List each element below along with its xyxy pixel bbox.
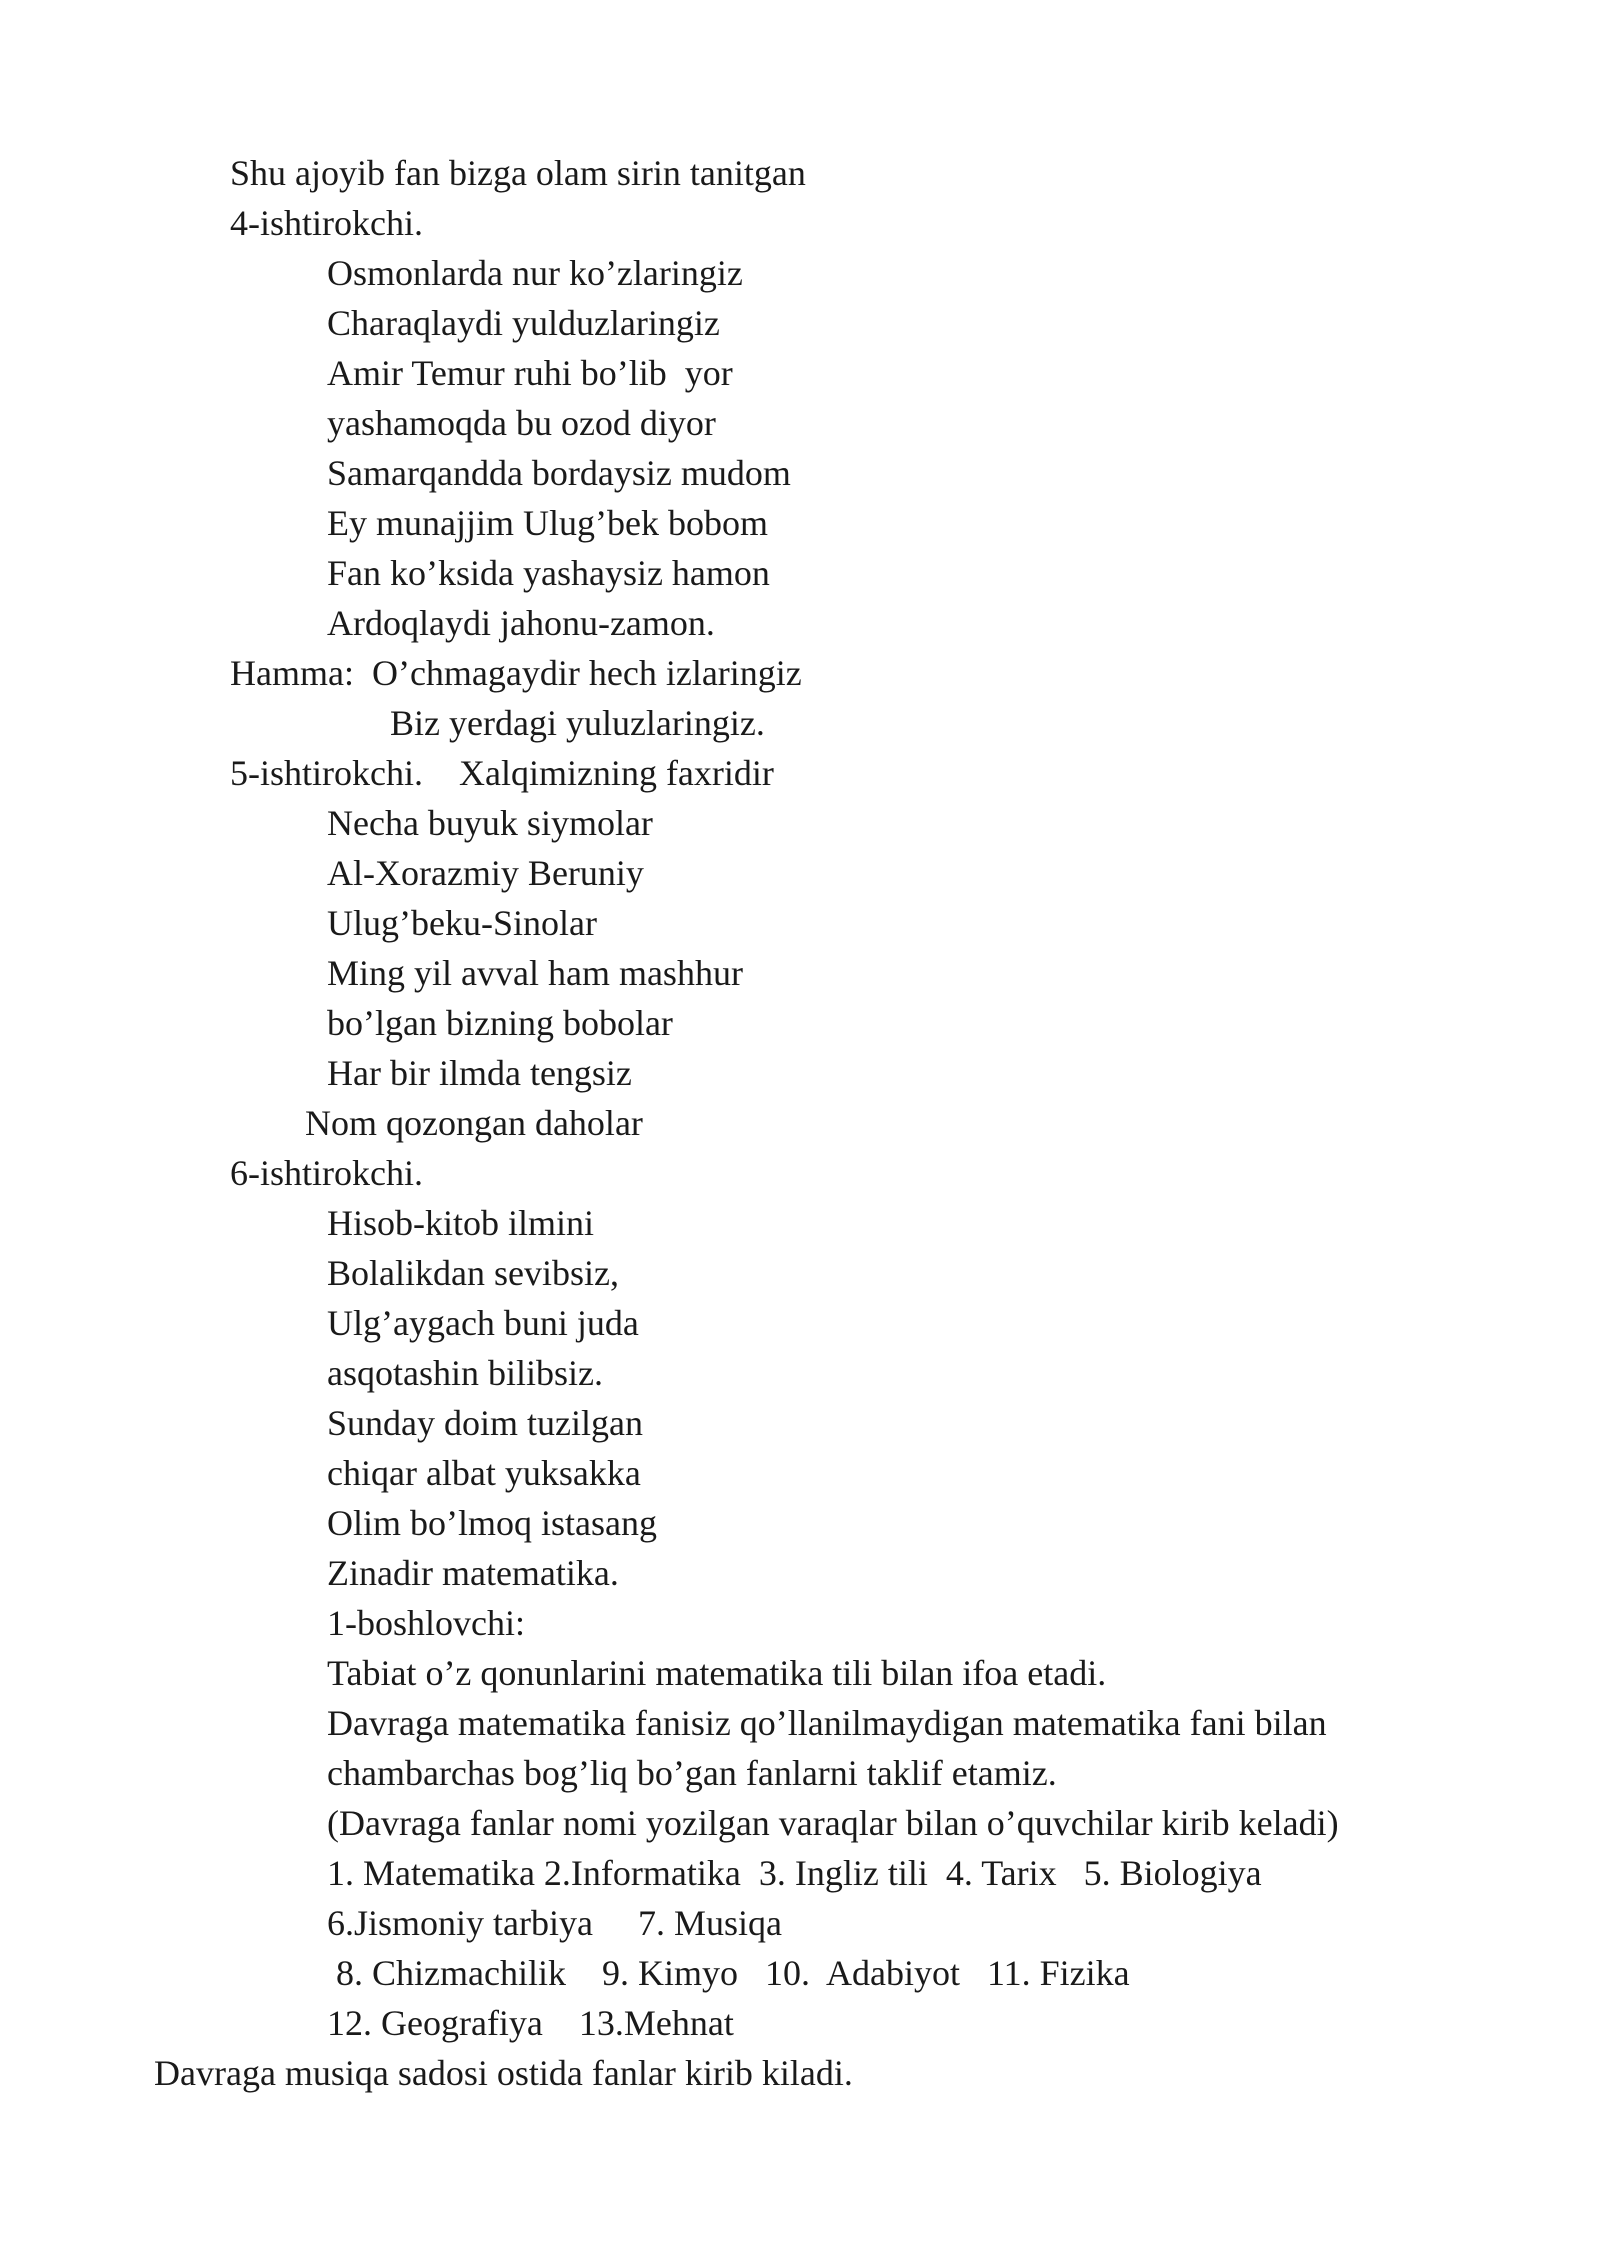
text-line: yashamoqda bu ozod diyor xyxy=(327,403,716,443)
text-line: Ey munajjim Ulug’bek bobom xyxy=(327,503,768,543)
text-line: 1-boshlovchi: xyxy=(327,1603,525,1643)
text-line: Charaqlaydi yulduzlaringiz xyxy=(327,303,720,343)
text-line: 12. Geografiya 13.Mehnat xyxy=(327,2003,734,2043)
text-line: 5-ishtirokchi. Xalqimizning faxridir xyxy=(230,753,774,793)
text-line: Ardoqlaydi jahonu-zamon. xyxy=(327,603,715,643)
text-line: 6-ishtirokchi. xyxy=(230,1153,423,1193)
text-line: 4-ishtirokchi. xyxy=(230,203,423,243)
text-line: Samarqandda bordaysiz mudom xyxy=(327,453,791,493)
text-line: Bolalikdan sevibsiz, xyxy=(327,1253,619,1293)
text-line: Zinadir matematika. xyxy=(327,1553,619,1593)
text-line: 8. Chizmachilik 9. Kimyo 10. Adabiyot 11. Fizika xyxy=(327,1953,1130,1993)
text-line: bo’lgan bizning bobolar xyxy=(327,1003,673,1043)
text-line: Hamma: O’chmagaydir hech izlaringiz xyxy=(230,653,802,693)
text-line: Shu ajoyib fan bizga olam sirin tanitgan xyxy=(230,153,806,193)
text-line: Nom qozongan daholar xyxy=(305,1103,643,1143)
text-line: Ming yil avval ham mashhur xyxy=(327,953,743,993)
text-line: Ulug’beku-Sinolar xyxy=(327,903,597,943)
text-line: chiqar albat yuksakka xyxy=(327,1453,641,1493)
text-line: (Davraga fanlar nomi yozilgan varaqlar bilan o’quvchilar kirib keladi) xyxy=(327,1803,1339,1843)
text-line: Amir Temur ruhi bo’lib yor xyxy=(327,353,733,393)
text-line: Tabiat o’z qonunlarini matematika tili bilan ifoa etadi. xyxy=(327,1653,1107,1693)
text-line: Har bir ilmda tengsiz xyxy=(327,1053,632,1093)
text-line: Al-Xorazmiy Beruniy xyxy=(327,853,644,893)
text-line: Necha buyuk siymolar xyxy=(327,803,653,843)
text-line: Sunday doim tuzilgan xyxy=(327,1403,643,1443)
text-line: Biz yerdagi yuluzlaringiz. xyxy=(390,703,765,743)
text-line: 6.Jismoniy tarbiya 7. Musiqa xyxy=(327,1903,782,1943)
text-line: Hisob-kitob ilmini xyxy=(327,1203,595,1243)
text-line: Ulg’aygach buni juda xyxy=(327,1303,639,1343)
text-line: Fan ko’ksida yashaysiz hamon xyxy=(327,553,770,593)
text-line: Davraga musiqa sadosi ostida fanlar kirib kiladi. xyxy=(154,2053,853,2093)
text-line: Olim bo’lmoq istasang xyxy=(327,1503,657,1543)
text-line: asqotashin bilibsiz. xyxy=(327,1353,603,1393)
text-line: 1. Matematika 2.Informatika 3. Ingliz tili 4. Tarix 5. Biologiya xyxy=(327,1853,1262,1893)
text-line: Osmonlarda nur ko’zlaringiz xyxy=(327,253,743,293)
text-line: chambarchas bog’liq bo’gan fanlarni taklif etamiz. xyxy=(327,1753,1057,1793)
text-line: Davraga matematika fanisiz qo’llanilmaydigan matematika fani bilan xyxy=(327,1703,1327,1743)
